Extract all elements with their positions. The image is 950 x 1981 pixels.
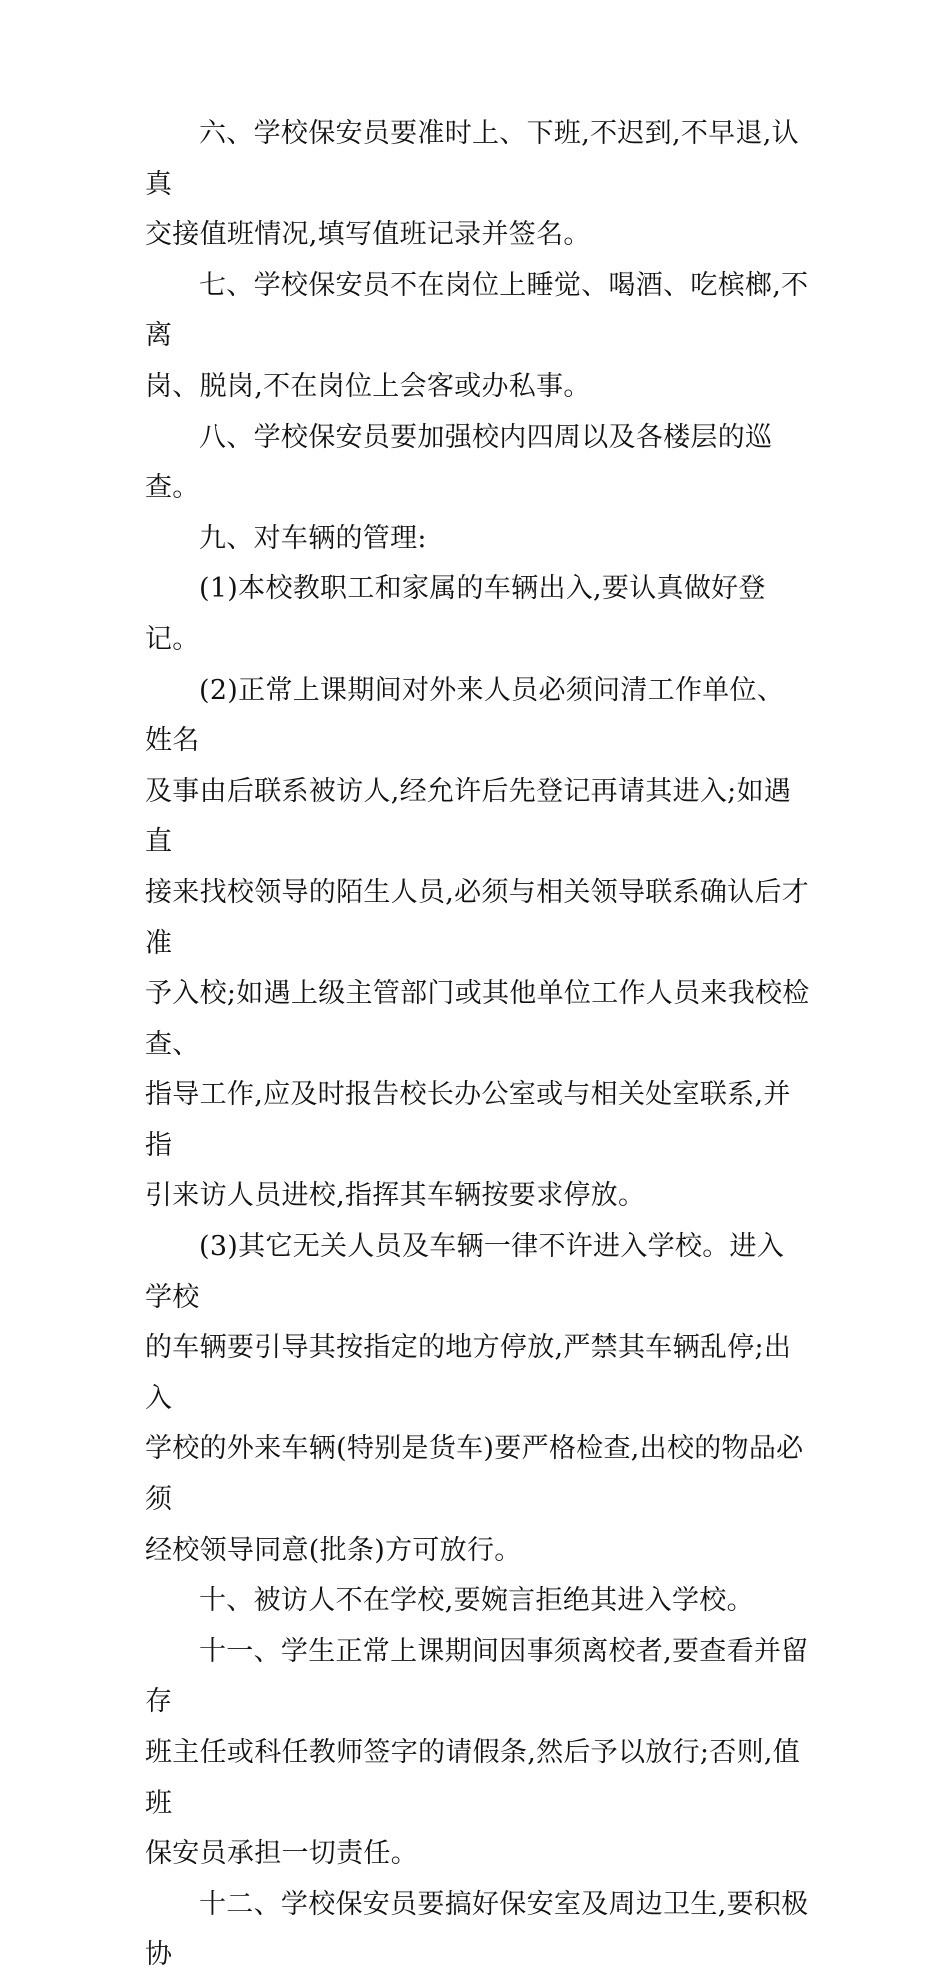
document-line: 交接值班情况,填写值班记录并签名。 (145, 219, 591, 251)
document-line: 经校领导同意(批条)方可放行。 (145, 1534, 522, 1566)
document-line: 十二、学校保安员要搞好保安室及周边卫生,要积极协 (145, 1888, 809, 1971)
document-line: 班主任或科任教师签字的请假条,然后予以放行;否则,值班 (145, 1737, 801, 1819)
document-line: 的车辆要引导其按指定的地方停放,严禁其车辆乱停;出入 (145, 1332, 792, 1414)
document-line: 指导工作,应及时报告校长办公室或与相关处室联系,并指 (145, 1079, 791, 1161)
document-line: 接来找校领导的陌生人员,必须与相关领导联系确认后才准 (145, 876, 810, 959)
document-line: 学校的外来车辆(特别是货车)要严格检查,出校的物品必须 (145, 1433, 804, 1516)
document-line: 十、被访人不在学校,要婉言拒绝其进入学校。 (199, 1585, 754, 1617)
document-line: 九、对车辆的管理: (199, 522, 427, 554)
document-line: 及事由后联系被访人,经允许后先登记再请其进入;如遇直 (145, 775, 792, 858)
document-line: 岗、脱岗,不在岗位上会客或办私事。 (145, 370, 591, 402)
document-line: 予入校;如遇上级主管部门或其他单位工作人员来我校检查、 (145, 978, 810, 1060)
document-line: 八、学校保安员要加强校内四周以及各楼层的巡查。 (145, 421, 773, 504)
document-line: (3)其它无关人员及车辆一律不许进入学校。进入学校 (145, 1231, 785, 1313)
document-body (145, 109, 810, 1981)
document-line: 七、学校保安员不在岗位上睡觉、喝酒、吃槟榔,不离 (145, 269, 809, 352)
document-line: 六、学校保安员要准时上、下班,不迟到,不早退,认真 (145, 118, 799, 200)
document-line: (1)本校教职工和家属的车辆出入,要认真做好登记。 (145, 573, 766, 655)
document-line: 十一、学生正常上课期间因事须离校者,要查看并留存 (145, 1635, 809, 1718)
document-line: 引来访人员进校,指挥其车辆按要求停放。 (145, 1180, 646, 1212)
document-line: (2)正常上课期间对外来人员必须问清工作单位、姓名 (145, 674, 785, 757)
document-line: 保安员承担一切责任。 (145, 1838, 418, 1870)
